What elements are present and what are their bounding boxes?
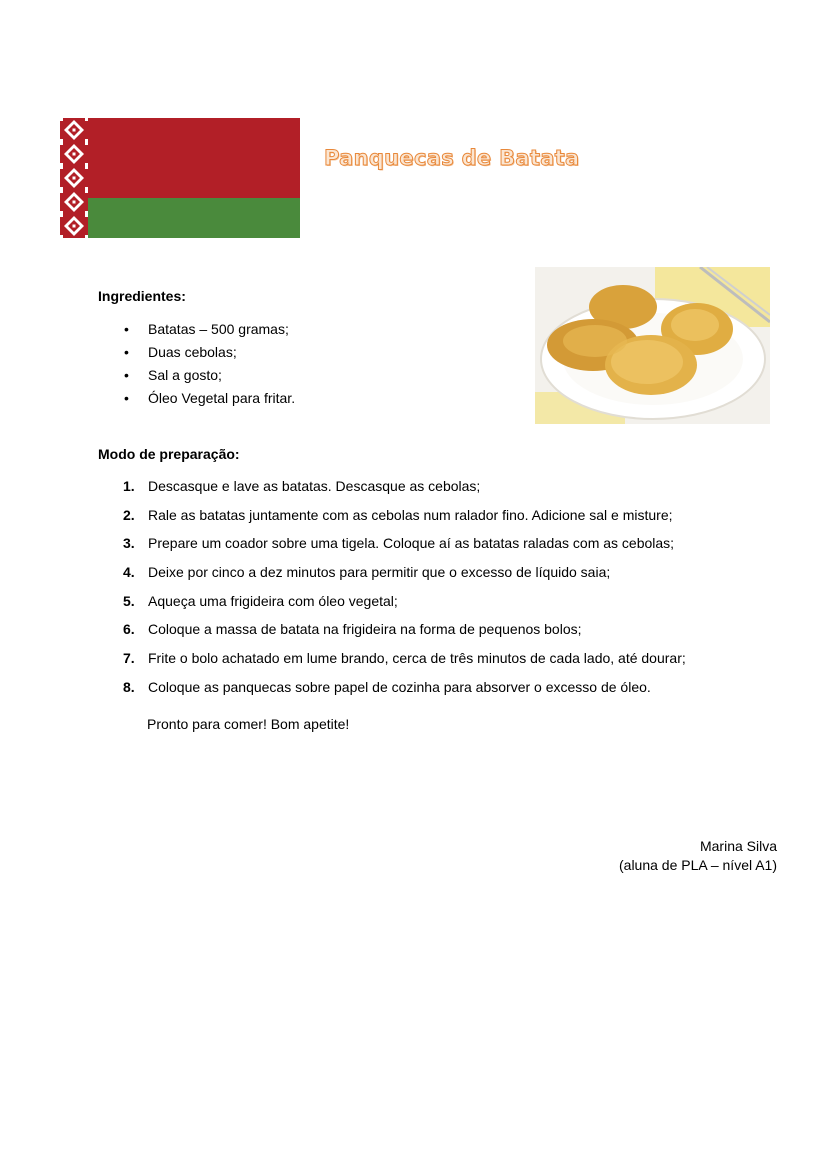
- page-title: Panquecas de Batata: [324, 146, 580, 170]
- belarus-flag: [60, 118, 300, 238]
- bullet-icon: •: [124, 367, 129, 383]
- bullet-icon: •: [124, 344, 129, 360]
- step-item: 5. Aqueça uma frigideira com óleo vegetal;: [123, 592, 398, 609]
- step-item: 7. Frite o bolo achatado em lume brando, cerca de três minutos de cada lado, até dourar;: [123, 650, 686, 667]
- step-item: 8. Coloque as panquecas sobre papel de cozinha para absorver o excesso de óleo.: [123, 678, 651, 695]
- list-item: • Duas cebolas;: [98, 341, 295, 364]
- author-signature: [619, 837, 777, 875]
- list-item: • Batatas – 500 gramas;: [98, 318, 295, 341]
- step-item: 1. Descasque e lave as batatas. Descasque as cebolas;: [123, 478, 481, 494]
- potato-pancakes-photo: [535, 267, 770, 424]
- preparation-heading: Modo de preparação:: [98, 446, 240, 462]
- step-item: 4. Deixe por cinco a dez minutos para permitir que o excesso de líquido saia;: [123, 564, 611, 581]
- step-item: 2. Rale as batatas juntamente com as cebolas num ralador fino. Adicione sal e misture;: [123, 506, 673, 523]
- bullet-icon: •: [124, 390, 129, 406]
- ingredients-list: [98, 318, 295, 410]
- list-item: • Óleo Vegetal para fritar.: [98, 387, 295, 410]
- preparation-steps: [98, 476, 686, 706]
- ingredients-heading: Ingredientes:: [98, 288, 186, 304]
- list-item: • Sal a gosto;: [98, 364, 295, 387]
- closing-text: Pronto para comer! Bom apetite!: [147, 716, 350, 732]
- step-item: 3. Prepare um coador sobre uma tigela. Coloque aí as batatas raladas com as cebolas;: [123, 535, 675, 552]
- bullet-icon: •: [124, 321, 129, 337]
- author-name: Marina Silva: [699, 838, 777, 854]
- step-item: 6. Coloque a massa de batata na frigideira na forma de pequenos bolos;: [123, 621, 582, 638]
- author-role: (aluna de PLA – nível A1): [619, 857, 777, 873]
